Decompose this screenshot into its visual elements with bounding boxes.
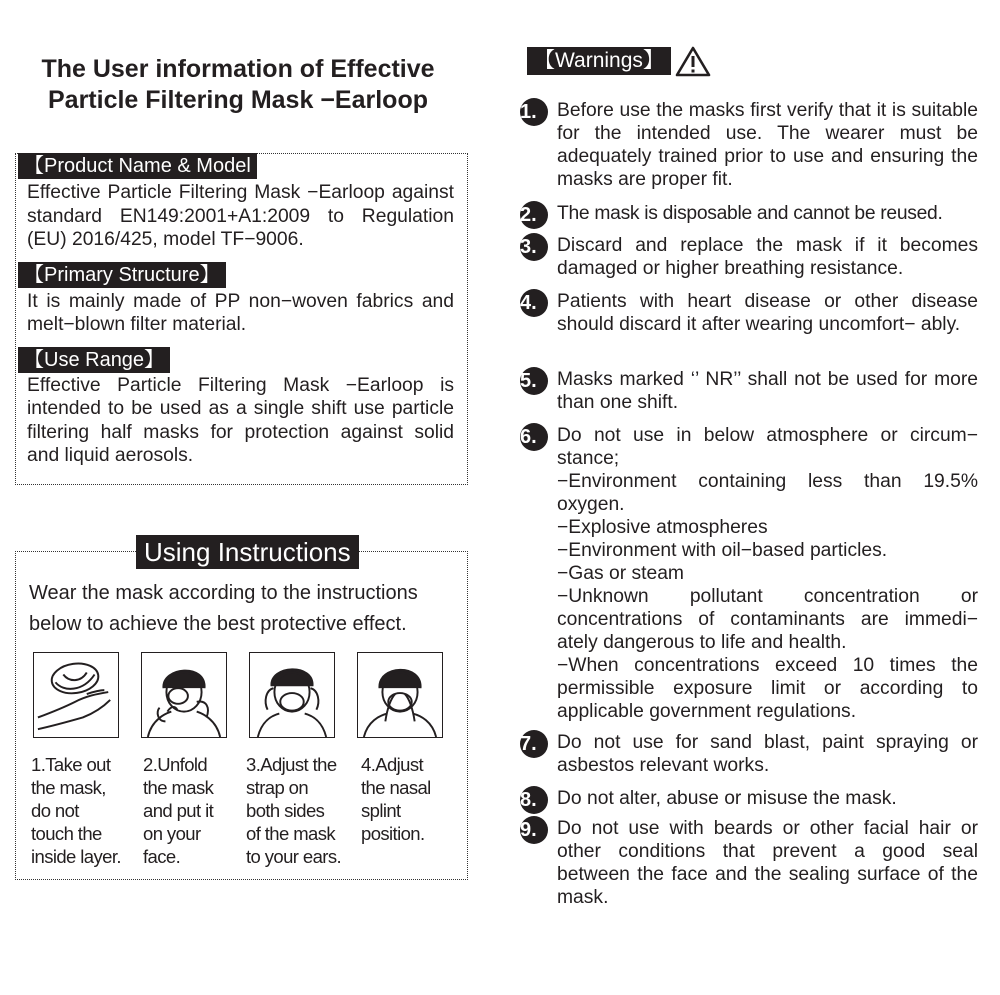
warning-number-badge: 9.	[520, 816, 548, 844]
warning-item-2	[520, 202, 978, 226]
adjust-strap-icon	[249, 652, 335, 738]
instructions-intro-line1: Wear the mask according to the instructions	[29, 582, 418, 604]
use-range-header: 【Use Range】	[18, 347, 170, 373]
warning-number-badge: 6.	[520, 423, 548, 451]
warning-number-badge: 4.	[520, 289, 548, 317]
warning-text: Do not use in below atmosphere or circum− stance;	[557, 425, 978, 469]
warning-text: Masks marked ‘’ NR’’ shall not be used for more than one shift.	[557, 369, 978, 413]
warning-item-1	[520, 99, 978, 191]
warning-number-badge: 2.	[520, 201, 548, 229]
warning-subitem: −When concentrations exceed 10 times the permissible exposure limit or according to applicable government regulations.	[557, 655, 978, 722]
step-2-text: 2.Unfold the mask and put it on your face.	[143, 754, 214, 867]
step-1-text: 1.Take out the mask, do not touch the inside layer.	[31, 754, 121, 867]
instructions-intro-line2: below to achieve the best protective effect.	[29, 613, 407, 635]
warning-item-8	[520, 787, 978, 811]
warning-number-badge: 5.	[520, 367, 548, 395]
document-title	[18, 54, 458, 116]
warning-item-6	[520, 424, 978, 723]
unfold-mask-on-face-icon	[141, 652, 227, 738]
product-info-box	[15, 153, 468, 485]
instructions-intro	[29, 578, 459, 640]
warning-triangle-icon	[675, 45, 711, 77]
primary-structure-text: It is mainly made of PP non−woven fabrics and melt−blown filter material.	[27, 290, 454, 335]
product-name-text: Effective Particle Filtering Mask −Earloop against standard EN149:2001+A1:2009 to Regulation (EU) 2016/425, model TF−9006.	[27, 182, 454, 250]
product-name-header: 【Product Name & Model	[18, 153, 257, 179]
warnings-header-label: 【Warnings】	[527, 47, 671, 75]
warning-item-7	[520, 731, 978, 777]
warning-number-badge: 1.	[520, 98, 548, 126]
document-title-line1: The User information of Effective	[41, 55, 435, 83]
primary-structure-header: 【Primary Structure】	[18, 262, 226, 288]
warning-subitem: −Environment containing less than 19.5% oxygen.	[557, 471, 978, 515]
use-range-text: Effective Particle Filtering Mask −Earloop is intended to be used as a single shift use particle filtering half masks for protection against solid and liquid aerosols.	[27, 374, 454, 466]
warning-item-5	[520, 368, 978, 414]
warning-text: Do not use for sand blast, paint spraying or asbestos relevant works.	[557, 732, 978, 776]
using-instructions-title: Using Instructions	[136, 535, 359, 569]
warning-text: The mask is disposable and cannot be reused.	[557, 203, 943, 224]
warning-text: Do not alter, abuse or misuse the mask.	[557, 788, 897, 809]
step-4-text: 4.Adjust the nasal splint position.	[361, 754, 431, 844]
warnings-header	[527, 47, 671, 75]
warning-item-3	[520, 234, 978, 280]
warning-number-badge: 8.	[520, 786, 548, 814]
warning-text: Discard and replace the mask if it becomes damaged or higher breathing resistance.	[557, 235, 978, 279]
warning-subitem: −Gas or steam	[557, 563, 684, 584]
step-3-text: 3.Adjust the strap on both sides of the mask to your ears.	[246, 754, 342, 867]
warning-subitem: −Environment with oil−based particles.	[557, 540, 888, 561]
warning-text: Patients with heart disease or other disease should discard it after wearing uncomfort− ably.	[557, 291, 978, 335]
warning-subitem: −Explosive atmospheres	[557, 517, 768, 538]
using-instructions-box	[15, 537, 468, 880]
adjust-nose-clip-icon	[357, 652, 443, 738]
warning-number-badge: 3.	[520, 233, 548, 261]
warning-item-9	[520, 817, 978, 909]
warning-number-badge: 7.	[520, 730, 548, 758]
warning-subitem: −Unknown pollutant concentration or concentrations of contaminants are immedi− ately dangerous to life and health.	[557, 586, 978, 653]
warning-item-4	[520, 290, 978, 336]
document-title-line2: Particle Filtering Mask −Earloop	[48, 86, 428, 114]
warning-text: Do not use with beards or other facial hair or other conditions that prevent a good seal between the face and the sealing surface of the mask.	[557, 818, 978, 908]
warning-text: Before use the masks first verify that it is suitable for the intended use. The wearer must be adequately trained prior to use and ensuring the masks are proper fit.	[557, 100, 978, 190]
mask-in-hand-icon	[33, 652, 119, 738]
